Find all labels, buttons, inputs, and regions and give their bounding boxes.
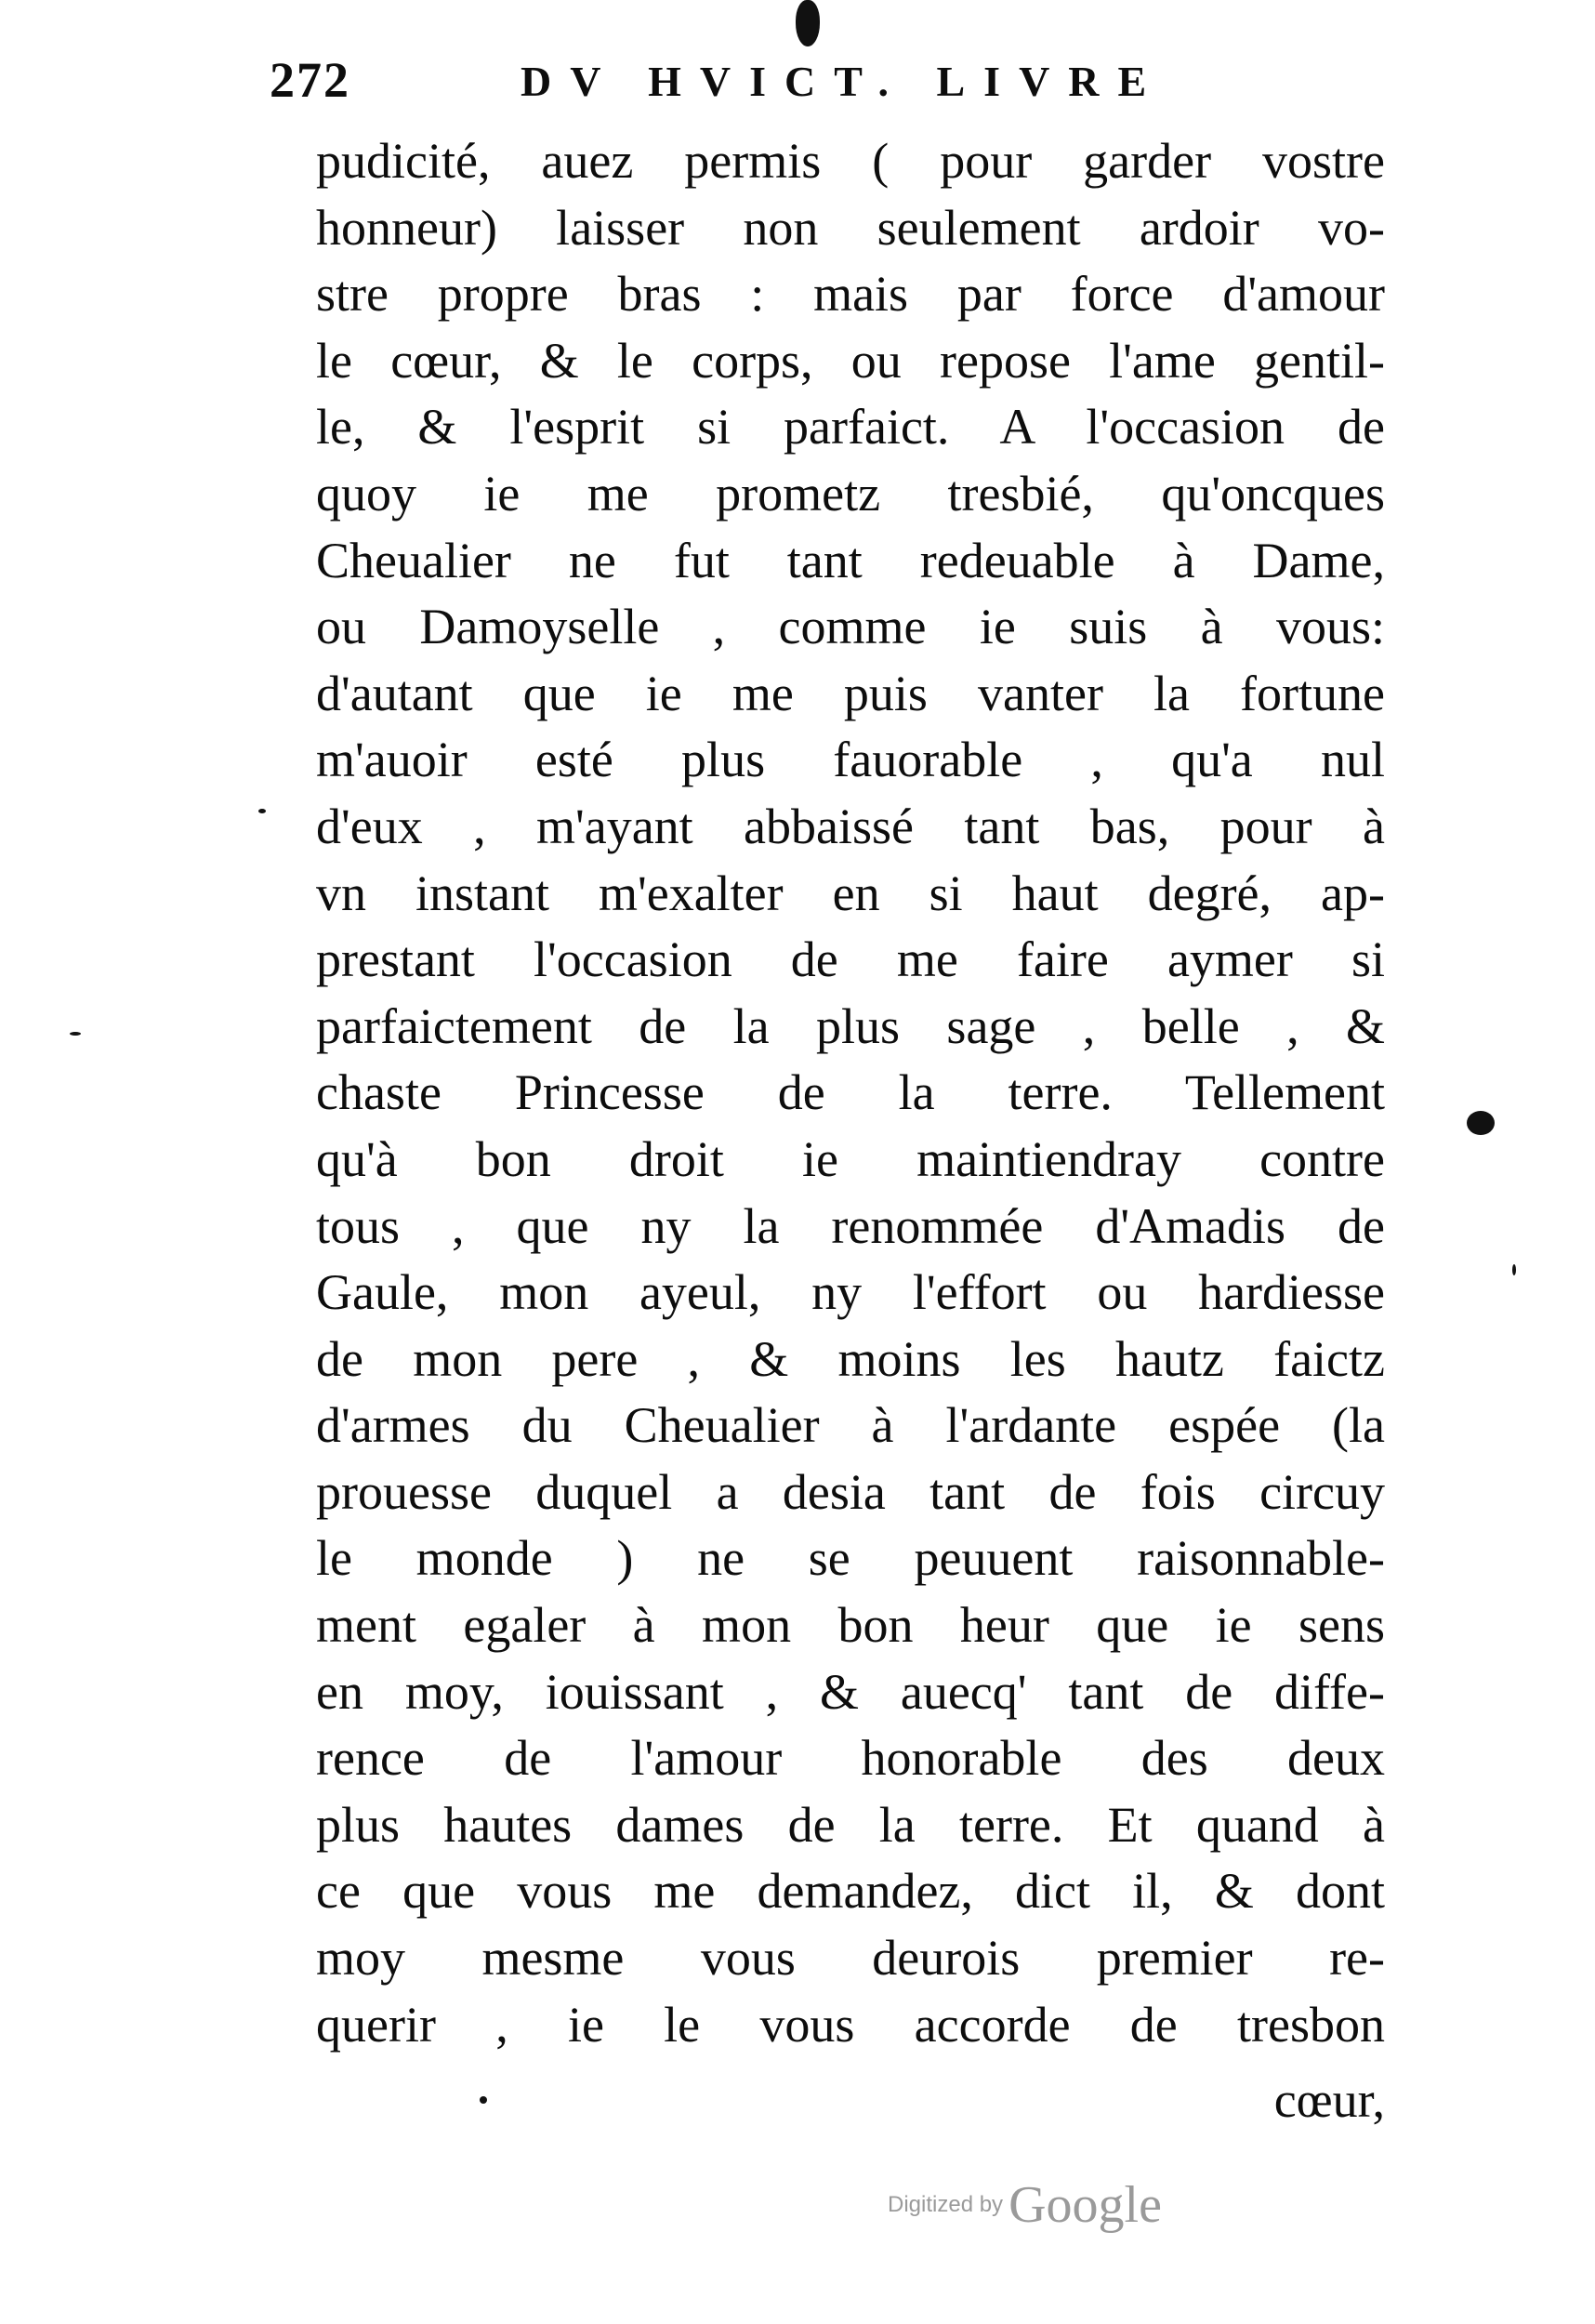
ink-speck bbox=[1512, 1264, 1516, 1275]
text-line: de mon pere , & moins les hautz faictz bbox=[316, 1330, 1385, 1387]
text-line: prouesse duquel a desia tant de fois circuy bbox=[316, 1463, 1385, 1520]
page-number: 272 bbox=[270, 52, 350, 108]
text-line: moy mesme vous deurois premier re- bbox=[316, 1930, 1385, 1987]
ink-speck bbox=[70, 1032, 81, 1036]
digitized-by-label: Digitized by bbox=[888, 2192, 1004, 2217]
ink-speck bbox=[258, 809, 266, 813]
text-line: rence de l'amour honorable des deux bbox=[316, 1730, 1385, 1787]
text-line: Gaule, mon ayeul, ny l'effort ou hardiesse bbox=[316, 1264, 1385, 1321]
text-line: le monde ) ne se peuuent raisonnable- bbox=[316, 1530, 1385, 1587]
text-line: parfaictement de la plus sage , belle , & bbox=[316, 997, 1385, 1054]
text-line: le cœur, & le corps, ou repose l'ame gentil- bbox=[316, 332, 1385, 389]
text-line: ou Damoyselle , comme ie suis à vous: bbox=[316, 599, 1385, 655]
text-line: qu'à bon droit ie maintiendray contre bbox=[316, 1130, 1385, 1187]
text-line: honneur) laisser non seulement ardoir vo- bbox=[316, 199, 1385, 256]
text-line: prestant l'occasion de me faire aymer si bbox=[316, 931, 1385, 988]
ink-speck bbox=[1467, 1111, 1495, 1135]
text-line: vn instant m'exalter en si haut degré, ap- bbox=[316, 865, 1385, 921]
text-line: d'armes du Cheualier à l'ardante espée (la bbox=[316, 1397, 1385, 1454]
ink-speck bbox=[480, 2096, 487, 2104]
text-line: le, & l'esprit si parfaict. A l'occasion de bbox=[316, 399, 1385, 456]
text-line: ce que vous me demandez, dict il, & dont bbox=[316, 1863, 1385, 1920]
text-line: ment egaler à mon bon heur que ie sens bbox=[316, 1597, 1385, 1654]
text-line: stre propre bras : mais par force d'amour bbox=[316, 266, 1385, 323]
text-line: querir , ie le vous accorde de tresbon bbox=[316, 1996, 1385, 2053]
text-line: en moy, iouissant , & auecq' tant de diffe- bbox=[316, 1663, 1385, 1720]
text-line: pudicité, auez permis ( pour garder vostre bbox=[316, 133, 1385, 189]
digitized-by-google-watermark bbox=[888, 2175, 1162, 2235]
running-head: DV HVICT. LIVRE bbox=[521, 58, 1166, 105]
catchword-row bbox=[316, 2071, 1385, 2138]
google-logo: Google bbox=[1008, 2176, 1162, 2234]
text-line: m'auoir esté plus fauorable , qu'a nul bbox=[316, 732, 1385, 788]
catchword: cœur, bbox=[1273, 2072, 1385, 2128]
page-header bbox=[270, 51, 1255, 116]
text-line: plus hautes dames de la terre. Et quand à bbox=[316, 1796, 1385, 1853]
text-line: Cheualier ne fut tant redeuable à Dame, bbox=[316, 532, 1385, 588]
text-line: quoy ie me prometz tresbié, qu'oncques bbox=[316, 465, 1385, 522]
text-line: d'eux , m'ayant abbaissé tant bas, pour à bbox=[316, 798, 1385, 854]
ink-blot bbox=[796, 0, 820, 46]
text-line: d'autant que ie me puis vanter la fortune bbox=[316, 665, 1385, 721]
body-text bbox=[316, 128, 1385, 2058]
text-line: tous , que ny la renommée d'Amadis de bbox=[316, 1197, 1385, 1254]
text-line: chaste Princesse de la terre. Tellement bbox=[316, 1064, 1385, 1121]
